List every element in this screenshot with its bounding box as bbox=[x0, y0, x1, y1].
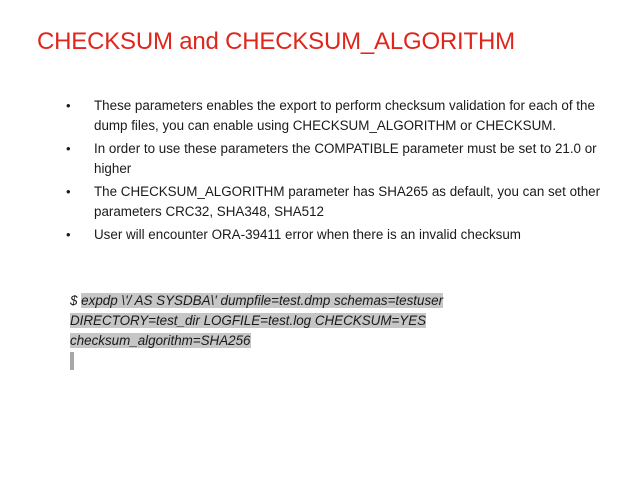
code-text: expdp \'/ AS SYSDBA\' dumpfile=test.dmp schemas=testuser bbox=[81, 293, 444, 308]
code-line bbox=[70, 311, 443, 331]
bullet-text: User will encounter ORA-39411 error when there is an invalid checksum bbox=[94, 227, 521, 242]
code-text: checksum_algorithm=SHA256 bbox=[70, 332, 251, 348]
bullet-marker: • bbox=[66, 141, 71, 156]
code-prompt: $ bbox=[70, 293, 82, 308]
bullet-text: In order to use these parameters the COMPATIBLE parameter must be set to 21.0 or higher bbox=[94, 141, 597, 176]
slide-title: CHECKSUM and CHECKSUM_ALGORITHM bbox=[37, 28, 515, 55]
bullet-item bbox=[64, 139, 604, 178]
bullet-item bbox=[64, 225, 604, 245]
code-text: DIRECTORY=test_dir LOGFILE=test.log CHECKSUM=YES bbox=[70, 312, 427, 328]
bullet-text: The CHECKSUM_ALGORITHM parameter has SHA265 as default, you can set other parameters CRC32, SHA348, SHA512 bbox=[94, 184, 601, 219]
bullet-marker: • bbox=[66, 227, 71, 242]
text-cursor bbox=[70, 352, 74, 370]
bullet-list bbox=[64, 96, 604, 249]
code-block bbox=[70, 291, 443, 370]
bullet-text: These parameters enables the export to perform checksum validation for each of the dump files, you can enable using CHECKSUM_ALGORITHM or CHECKSUM. bbox=[94, 98, 595, 133]
bullet-marker: • bbox=[66, 184, 71, 199]
code-line bbox=[70, 291, 443, 311]
bullet-item bbox=[64, 182, 604, 221]
bullet-marker: • bbox=[66, 98, 71, 113]
code-line bbox=[70, 331, 443, 351]
bullet-item bbox=[64, 96, 604, 135]
